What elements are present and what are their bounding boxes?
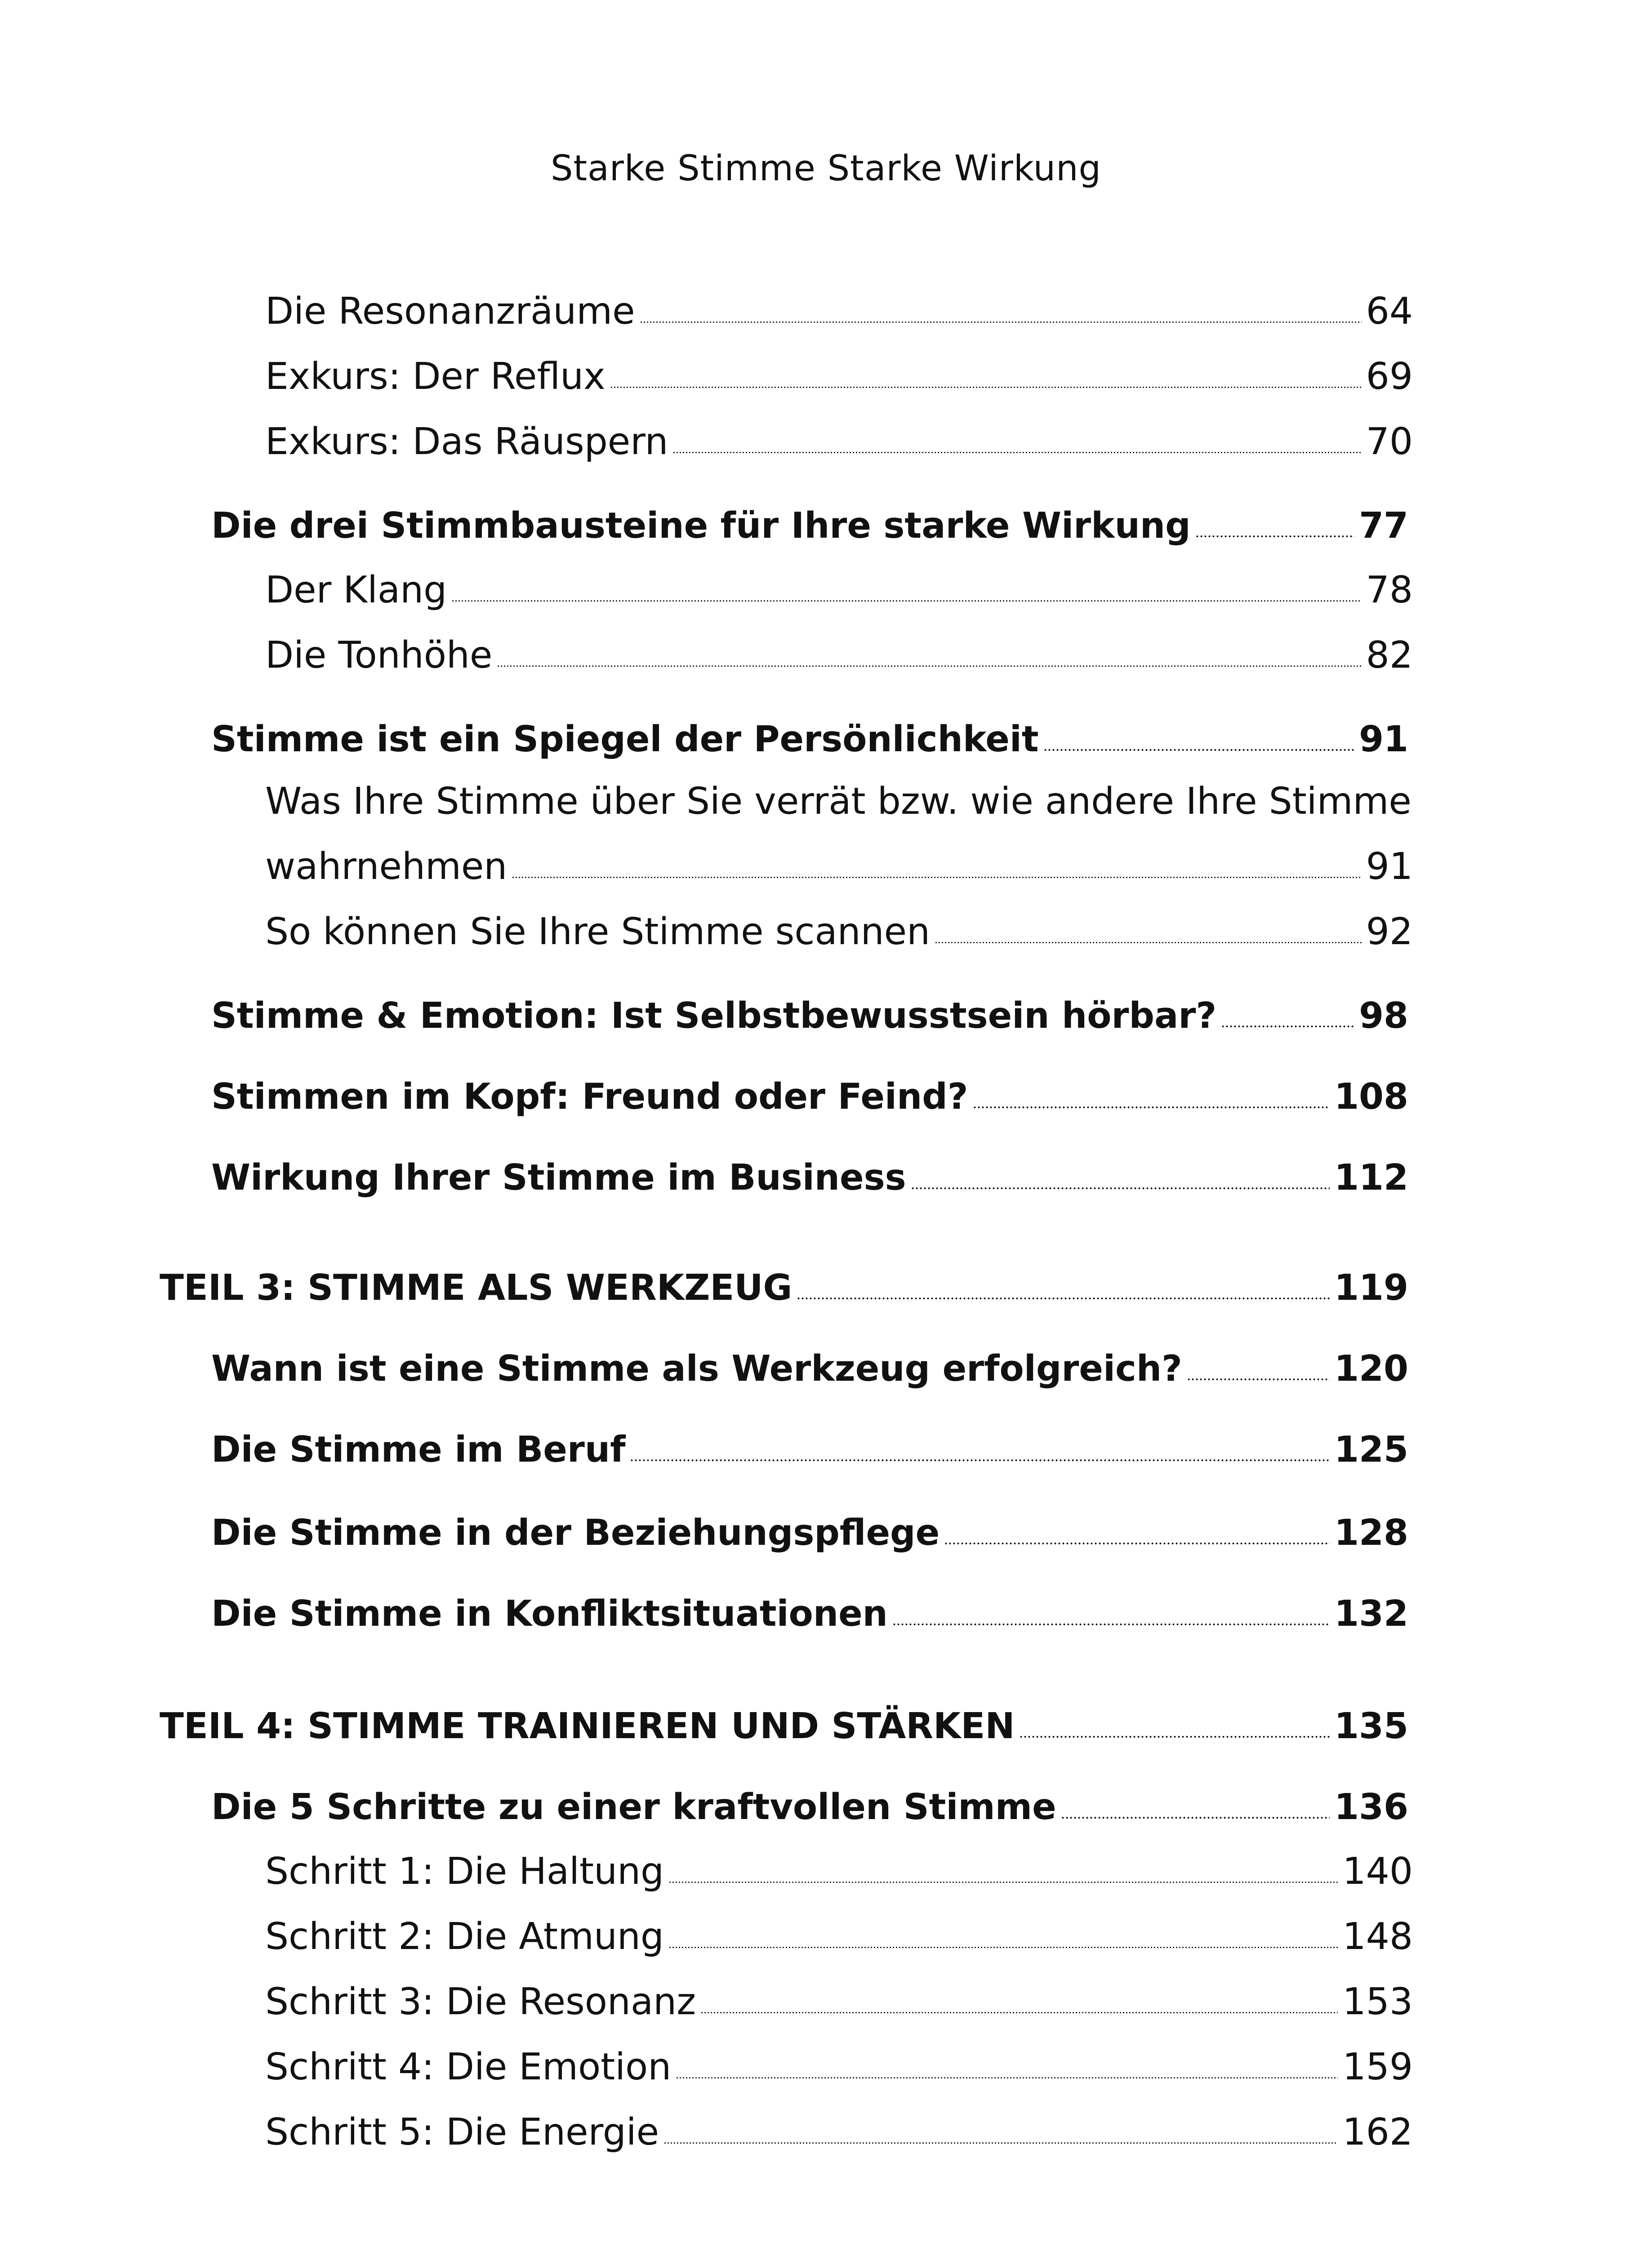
toc-part-page: 135 (1334, 1705, 1408, 1747)
toc-entry-title: Stimmen im Kopf: Freund oder Feind? (211, 1076, 968, 1117)
dot-leader (672, 452, 1361, 453)
toc-entry (265, 834, 1413, 888)
dot-leader (663, 2142, 1338, 2144)
toc-part (160, 1693, 1408, 1747)
toc-entry-page: 153 (1342, 1980, 1413, 2023)
toc-entry (265, 1839, 1413, 1893)
toc-entry-title: Wann ist eine Stimme als Werkzeug erfolgreich? (211, 1348, 1182, 1389)
toc-entry-page: 77 (1359, 505, 1408, 546)
dot-leader (668, 1947, 1338, 1948)
dot-leader (451, 600, 1361, 602)
toc-entry (211, 982, 1408, 1036)
toc-entry (265, 623, 1413, 677)
toc-entry (265, 2100, 1413, 2154)
toc-entry-page: 128 (1334, 1512, 1408, 1553)
dot-leader (630, 1459, 1330, 1461)
toc-entry-page: 92 (1366, 910, 1413, 953)
toc-entry-title: Schritt 3: Die Resonanz (265, 1980, 696, 2023)
toc-entry (265, 1969, 1413, 2023)
toc-entry-page: 82 (1366, 634, 1413, 677)
toc-entry (265, 1904, 1413, 1958)
toc-entry-page: 125 (1334, 1429, 1408, 1470)
dot-leader (935, 942, 1362, 943)
toc-entry-title: Schritt 4: Die Emotion (265, 2046, 672, 2088)
toc-part-title: TEIL 4: STIMME TRAINIEREN UND STÄRKEN (160, 1705, 1015, 1747)
toc-entry-title: Die 5 Schritte zu einer kraftvollen Stimme (211, 1786, 1056, 1828)
toc-entry-title: Wirkung Ihrer Stimme im Business (211, 1157, 906, 1198)
dot-leader (640, 321, 1362, 323)
toc-part-page: 119 (1334, 1267, 1408, 1308)
toc-entry-page: 91 (1359, 718, 1408, 760)
toc-entry (211, 1335, 1408, 1389)
dot-leader (1019, 1736, 1330, 1738)
toc-entry (211, 1063, 1408, 1117)
toc-entry-page: 64 (1366, 290, 1413, 333)
toc-entry (265, 2034, 1413, 2088)
toc-entry-page: 69 (1366, 355, 1413, 398)
toc-entry (211, 1416, 1408, 1470)
toc-entry-page: 140 (1342, 1850, 1413, 1893)
toc-entry-title: Stimme & Emotion: Ist Selbstbewusstsein hörbar? (211, 995, 1217, 1036)
dot-leader (497, 665, 1361, 667)
dot-leader (700, 2012, 1338, 2013)
toc-entry (211, 1499, 1408, 1553)
toc-entry (211, 1774, 1408, 1828)
toc-entry-page: 78 (1366, 569, 1413, 611)
dot-leader (1187, 1378, 1330, 1380)
toc-entry-page: 162 (1342, 2111, 1413, 2154)
toc-part-title: TEIL 3: STIMME ALS WERKZEUG (160, 1267, 793, 1308)
toc-entry-title-line1: Was Ihre Stimme über Sie verrät bzw. wie andere Ihre Stimme (265, 780, 1412, 823)
toc-entry (265, 409, 1413, 463)
toc-entry (211, 492, 1408, 546)
running-header: Starke Stimme Starke Wirkung (550, 148, 1102, 189)
dot-leader (892, 1624, 1330, 1625)
dot-leader (973, 1106, 1330, 1108)
toc-entry-page: 112 (1334, 1157, 1408, 1198)
dot-leader (512, 877, 1361, 878)
dot-leader (676, 2077, 1338, 2079)
toc-entry (265, 558, 1413, 611)
dot-leader (1061, 1817, 1330, 1819)
toc-entry (211, 1580, 1408, 1634)
toc-entry-title: So können Sie Ihre Stimme scannen (265, 910, 931, 953)
toc-entry-page: 136 (1334, 1786, 1408, 1828)
toc-entry-title: Stimme ist ein Spiegel der Persönlichkeit (211, 718, 1039, 760)
toc-entry-title: Die Tonhöhe (265, 634, 493, 677)
toc-entry-page: 159 (1342, 2046, 1413, 2088)
toc-entry-title: Schritt 2: Die Atmung (265, 1915, 664, 1958)
toc-entry-title: Schritt 1: Die Haltung (265, 1850, 664, 1893)
toc-entry-title: Die drei Stimmbausteine für Ihre starke Wirkung (211, 505, 1191, 546)
dot-leader (911, 1187, 1330, 1189)
dot-leader (1221, 1026, 1354, 1027)
toc-entry (211, 706, 1408, 760)
toc-entry (265, 899, 1413, 953)
dot-leader (1195, 535, 1354, 537)
toc-entry-title: Exkurs: Der Reflux (265, 355, 606, 398)
toc-entry-page: 70 (1366, 420, 1413, 463)
toc-part (160, 1254, 1408, 1308)
toc-entry-page: 148 (1342, 1915, 1413, 1958)
toc-entry-page: 120 (1334, 1348, 1408, 1389)
toc-entry-title: Die Stimme in der Beziehungspflege (211, 1512, 940, 1553)
toc-entry-title: Der Klang (265, 569, 447, 611)
toc-entry-page: 108 (1334, 1076, 1408, 1117)
toc-entry (211, 1144, 1408, 1198)
toc-entry-title: Die Resonanzräume (265, 290, 635, 333)
toc-entry-title: Die Stimme in Konfliktsituationen (211, 1593, 888, 1634)
toc-entry-title: Schritt 5: Die Energie (265, 2111, 659, 2154)
toc-entry-page: 132 (1334, 1593, 1408, 1634)
toc-entry (265, 279, 1413, 333)
toc-entry-title: Exkurs: Das Räuspern (265, 420, 668, 463)
dot-leader (797, 1298, 1330, 1299)
toc-entry-page: 98 (1359, 995, 1408, 1036)
dot-leader (668, 1882, 1338, 1883)
toc-entry-title-line2: wahrnehmen (265, 845, 508, 888)
toc-entry-title: Die Stimme im Beruf (211, 1429, 626, 1470)
dot-leader (610, 387, 1362, 388)
toc-entry (265, 344, 1413, 398)
toc-entry-page: 91 (1366, 845, 1413, 888)
dot-leader (1043, 749, 1354, 751)
dot-leader (944, 1543, 1330, 1544)
